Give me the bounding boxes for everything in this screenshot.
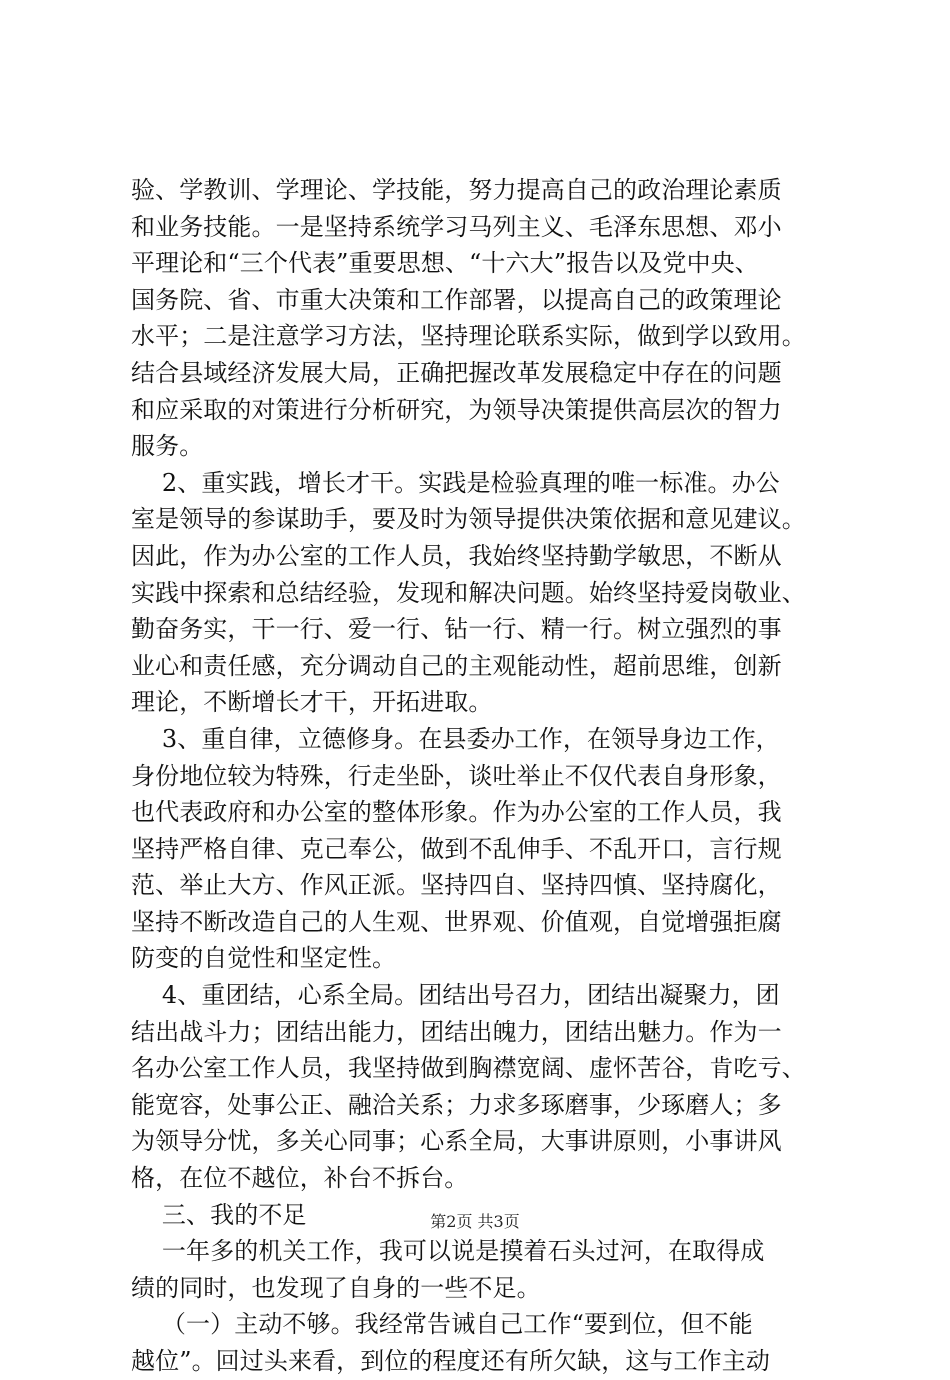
text-line: 和应采取的对策进行分析研究，为领导决策提供高层次的智力 — [131, 395, 782, 424]
text-line: 名办公室工作人员，我坚持做到胸襟宽阔、虚怀苦谷，肯吃亏、 — [131, 1054, 806, 1083]
text-line: 服务。 — [131, 432, 204, 461]
text-line: 坚持不断改造自己的人生观、世界观、价值观，自觉增强拒腐 — [131, 907, 782, 936]
text-line: 4、重团结，心系全局。团结出号召力，团结出凝聚力，团 — [131, 981, 780, 1010]
text-line: 绩的同时，也发现了自身的一些不足。 — [131, 1273, 541, 1302]
text-line: 结出战斗力；团结出能力，团结出魄力，团结出魅力。作为一 — [131, 1017, 782, 1046]
text-line: 一年多的机关工作，我可以说是摸着石头过河，在取得成 — [131, 1237, 765, 1266]
text-line: 也代表政府和办公室的整体形象。作为办公室的工作人员，我 — [131, 798, 782, 827]
text-line: 室是领导的参谋助手，要及时为领导提供决策依据和意见建议。 — [131, 505, 806, 534]
text-line: 为领导分忧，多关心同事；心系全局，大事讲原则，小事讲风 — [131, 1127, 782, 1156]
text-line: 验、学教训、学理论、学技能，努力提高自己的政治理论素质 — [131, 176, 782, 204]
text-line: 范、举止大方、作风正派。坚持四自、坚持四慎、坚持腐化， — [131, 871, 782, 900]
text-line: 结合县域经济发展大局，正确把握改革发展稳定中存在的问题 — [131, 358, 782, 387]
text-line: 格，在位不越位，补台不拆台。 — [131, 1164, 469, 1193]
text-line: 坚持严格自律、克己奉公，做到不乱伸手、不乱开口，言行规 — [131, 834, 782, 863]
text-line: 身份地位较为特殊，行走坐卧，谈吐举止不仅代表自身形象， — [131, 761, 782, 790]
text-line: 防变的自觉性和坚定性。 — [131, 944, 397, 973]
text-line: 能宽容，处事公正、融洽关系；力求多琢磨事，少琢磨人；多 — [131, 1090, 782, 1119]
text-line: 越位”。回过头来看，到位的程度还有所欠缺，这与工作主动 — [131, 1347, 770, 1375]
text-line: 国务院、省、市重大决策和工作部署，以提高自己的政策理论 — [131, 285, 782, 314]
text-line: 和业务技能。一是坚持系统学习马列主义、毛泽东思想、邓小 — [131, 212, 782, 241]
text-line: （一）主动不够。我经常告诫自己工作“要到位，但不能 — [131, 1310, 753, 1339]
text-line: 理论，不断增长才干，开拓进取。 — [131, 688, 493, 717]
page-footer: 第2页 共3页 — [430, 1212, 520, 1231]
text-line: 三、我的不足 — [131, 1200, 307, 1229]
text-line: 3、重自律，立德修身。在县委办工作，在领导身边工作， — [131, 724, 780, 753]
text-line: 2、重实践，增长才干。实践是检验真理的唯一标准。办公 — [131, 468, 780, 497]
text-line: 平理论和“三个代表”重要思想、“十六大”报告以及党中央、 — [131, 249, 759, 278]
body-text — [131, 172, 846, 1380]
text-line: 勤奋务实，干一行、爱一行、钻一行、精一行。树立强烈的事 — [131, 615, 782, 644]
text-line: 实践中探索和总结经验，发现和解决问题。始终坚持爱岗敬业、 — [131, 578, 806, 607]
text-line: 业心和责任感，充分调动自己的主观能动性，超前思维，创新 — [131, 651, 782, 680]
text-line: 因此，作为办公室的工作人员，我始终坚持勤学敏思，不断从 — [131, 541, 782, 570]
text-line: 水平；二是注意学习方法，坚持理论联系实际，做到学以致用。 — [131, 322, 806, 351]
